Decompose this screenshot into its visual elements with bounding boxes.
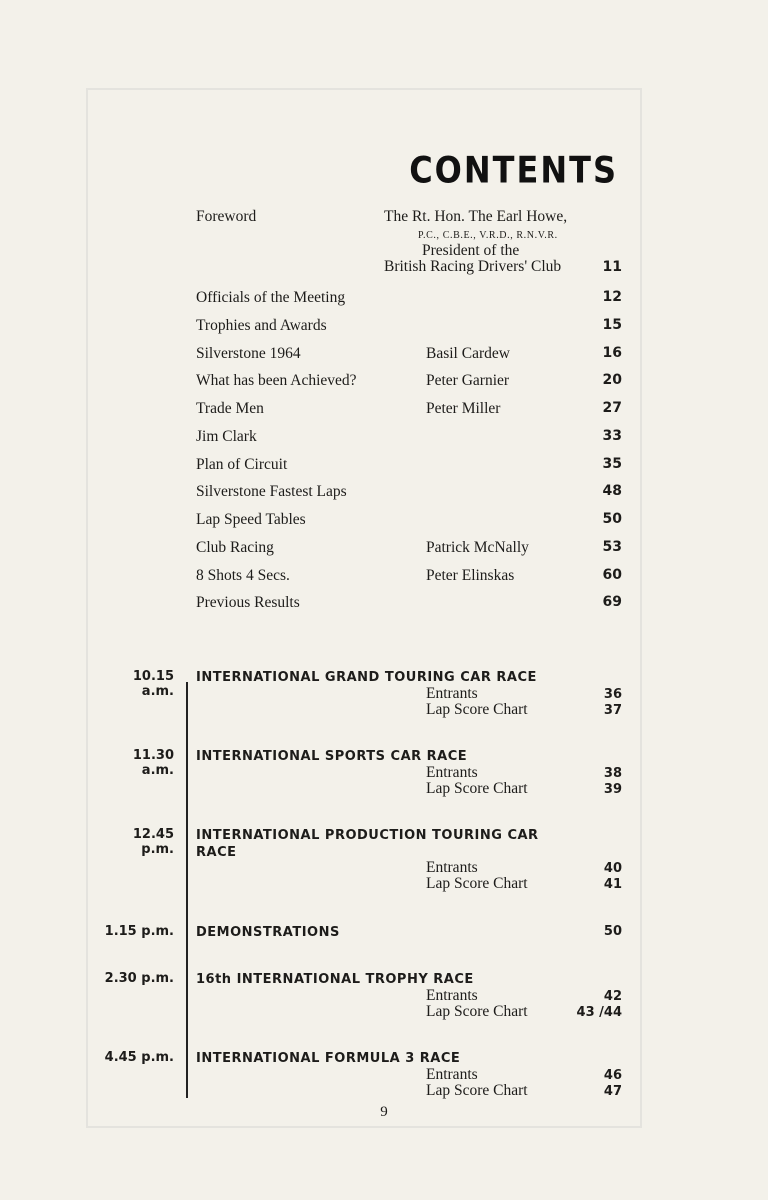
toc-entry [196,511,622,535]
event-item-label: Entrants [426,1066,478,1083]
page-number: 9 [380,1104,388,1120]
event-item-page: 41 [603,877,622,892]
event-name: DEMONSTRATIONS [196,925,340,940]
toc-entry-title: Trade Men [196,400,264,417]
toc-entry-page: 35 [602,456,622,472]
toc-entry [196,567,622,591]
event-item-page: 46 [603,1068,622,1083]
toc-entry [196,539,622,563]
foreword-author: The Rt. Hon. The Earl Howe, [384,208,568,225]
event-item-page: 38 [603,766,622,781]
toc-entry-title: Trophies and Awards [196,317,327,334]
toc-entry-foreword [196,208,622,280]
event-time: 11.30 a.m. [132,748,174,778]
toc-entry-author: Peter Miller [426,400,501,417]
event-time: 1.15 p.m. [104,924,174,939]
event-item-page: 43 /44 [576,1005,622,1020]
toc-entry-author: Peter Garnier [426,372,510,389]
toc-entry-author: Peter Elinskas [426,567,515,584]
event-name: INTERNATIONAL FORMULA 3 RACE [196,1051,461,1066]
event-item-page: 36 [603,687,622,702]
event-item-page: 39 [603,782,622,797]
toc-entry-page: 48 [602,483,622,499]
toc-entry-title: Previous Results [196,594,300,611]
toc-entry-title: Lap Speed Tables [196,511,306,528]
toc-entry [196,289,622,313]
event-name: 16th INTERNATIONAL TROPHY RACE [196,972,474,987]
event-item-label: Entrants [426,859,478,876]
toc-entry-page: 12 [602,289,622,305]
toc-entry [196,317,622,341]
event-item-label: Lap Score Chart [426,1003,528,1020]
toc-entry-title: Club Racing [196,539,274,556]
schedule-divider [186,682,188,1098]
toc-entry-title: Silverstone Fastest Laps [196,483,347,500]
event-time: 4.45 p.m. [104,1050,174,1065]
event-name: INTERNATIONAL PRODUCTION TOURING CAR RACE [196,828,539,860]
event-name: INTERNATIONAL SPORTS CAR RACE [196,749,468,764]
toc-entry-title: Jim Clark [196,428,257,445]
foreword-role: President of the [422,242,520,259]
foreword-honours: P.C., C.B.E., V.R.D., R.N.V.R. [418,230,558,241]
event-item-label: Entrants [426,764,478,781]
toc-entry-page: 60 [602,567,622,583]
toc-entry-page: 11 [602,259,622,275]
event-item-page: 47 [603,1084,622,1099]
toc-entry-title: Officials of the Meeting [196,289,346,306]
toc-entry-title: What has been Achieved? [196,372,357,389]
toc-entry-page: 53 [602,539,622,555]
event-item-page: 40 [603,861,622,876]
toc-entry-page: 15 [602,317,622,333]
foreword-club: British Racing Drivers' Club [384,258,562,275]
event-item-label: Lap Score Chart [426,780,528,797]
event-item-page: 37 [603,703,622,718]
toc-entry [196,400,622,424]
event-item-label: Lap Score Chart [426,1082,528,1099]
event-item-label: Entrants [426,987,478,1004]
toc-entry-page: 50 [602,511,622,527]
toc-entry [196,456,622,480]
event-time: 2.30 p.m. [104,971,174,986]
toc-entry-page: 33 [602,428,622,444]
event-name: INTERNATIONAL GRAND TOURING CAR RACE [196,670,537,685]
event-time: 12.45 p.m. [132,827,174,857]
toc-entry [196,372,622,396]
toc-entry [196,428,622,452]
page-title: CONTENTS [409,148,618,192]
toc-entry-page: 27 [602,400,622,416]
toc-entry-title: Silverstone 1964 [196,345,301,362]
toc-entry-page: 20 [602,372,622,388]
event-page: 50 [603,924,622,939]
toc-entry-title: Foreword [196,208,257,225]
event-item-label: Lap Score Chart [426,701,528,718]
toc-entry [196,483,622,507]
toc-entry-page: 69 [602,594,622,610]
event-time: 10.15 a.m. [132,669,174,699]
toc-entry [196,594,622,618]
toc-entry-author: Patrick McNally [426,539,529,556]
toc-entry-author: Basil Cardew [426,345,510,362]
event-item-label: Lap Score Chart [426,875,528,892]
toc-entry [196,345,622,369]
event-item-page: 42 [603,989,622,1004]
event-item-label: Entrants [426,685,478,702]
toc-entry-page: 16 [602,345,622,361]
toc-entry-title: 8 Shots 4 Secs. [196,567,290,584]
toc-entry-title: Plan of Circuit [196,456,288,473]
